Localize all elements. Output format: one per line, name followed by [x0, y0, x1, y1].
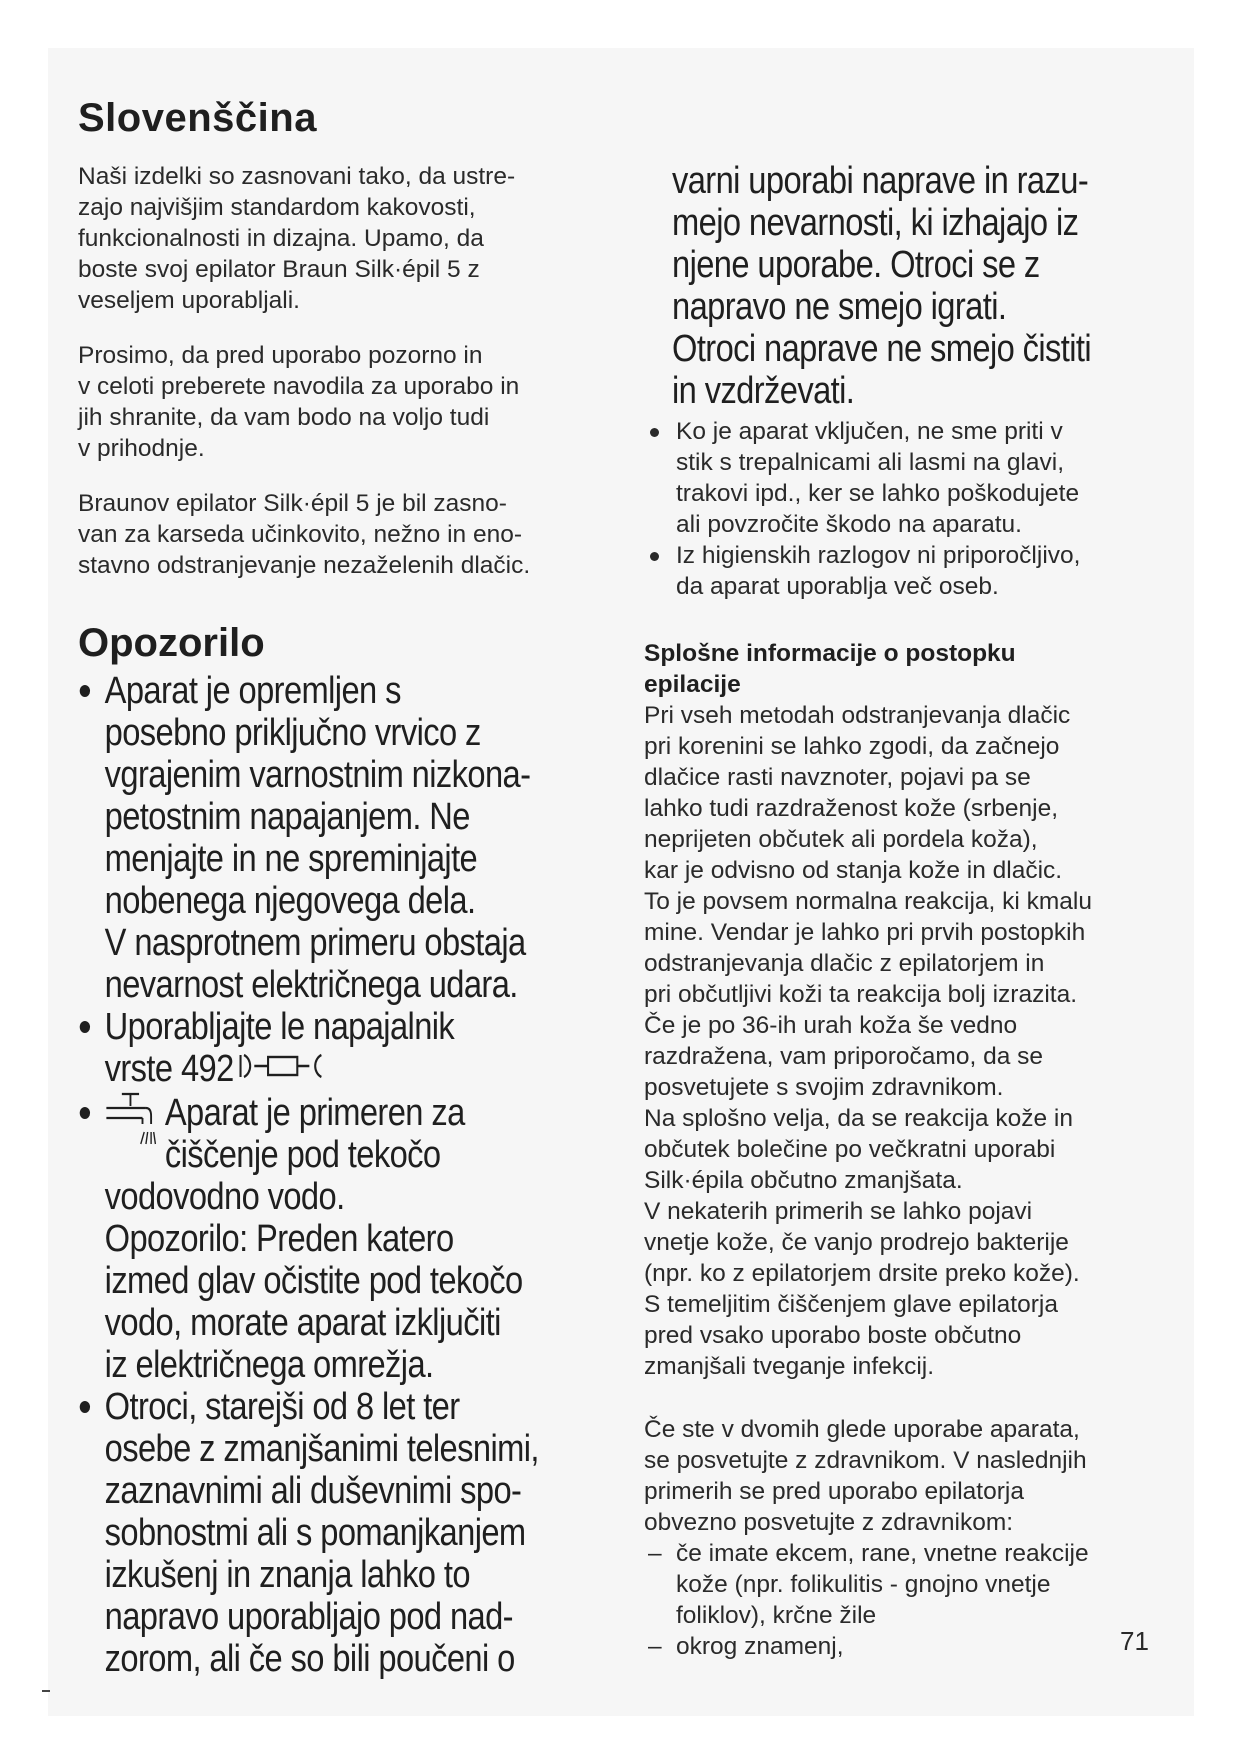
warning-item-water	[78, 1092, 598, 1386]
warning-item-cord-text: Aparat je opremljen s posebno priključno vrvico z vgrajenim varnostnim nizkona- petostnim napajanjem. Ne menjajte in ne spreminjajte nobenega njegovega dela. V nasprotnem primeru obstaja nevarnost električnega udara.	[104, 670, 531, 1006]
bullet-list	[644, 416, 1184, 602]
intro-paragraph-2: Prosimo, da pred uporabo pozorno in v celoti preberete navodila za uporabo in jih shranite, da vam bodo na voljo tudi v prihodnje.	[78, 342, 520, 462]
list-item	[644, 416, 1184, 540]
warning-list	[78, 670, 598, 1680]
warning-title: Opozorilo	[78, 621, 265, 665]
list-item	[644, 540, 1184, 602]
bullet-icon	[80, 1021, 90, 1033]
list-item-text: Ko je aparat vključen, ne sme priti v stik s trepalnicami ali lasmi na glavi, trakovi ipd., ker se lahko poškodujete ali povzročite škodo na aparatu.	[676, 418, 1080, 538]
bullet-icon	[80, 1401, 90, 1413]
bullet-icon	[650, 552, 659, 561]
edge-mark	[42, 1690, 50, 1692]
consult-paragraph: Če ste v dvomih glede uporabe aparata, se posvetujte z zdravnikom. V naslednjih primerih se pred uporabo epilatorja obvezno posvetujte z zdravnikom:	[644, 1416, 1087, 1536]
warning-item-children-text: Otroci, starejši od 8 let ter osebe z zmanjšanimi telesnimi, zaznavnimi ali duševnimi spo- sobnostmi ali s pomanjkanjem izkušenj in znanja lahko to napravo uporabljajo pod nad- zorom, ali če so bili poučeni o	[104, 1386, 539, 1681]
list-item-text: okrog znamenj,	[676, 1633, 844, 1660]
bullet-icon	[80, 1107, 90, 1119]
list-item	[644, 1538, 1184, 1631]
power-supply-symbol-icon	[239, 1049, 325, 1092]
running-water-tap-icon	[105, 1092, 157, 1162]
general-info-title: Splošne informacije o postopku epilacije	[644, 640, 1016, 698]
list-item-text: če imate ekcem, rane, vnetne reakcije kože (npr. folikulitis - gnojno vnetje foliklov), krčne žile	[676, 1540, 1089, 1629]
dash-marker: –	[648, 1633, 662, 1660]
warning-item-children	[78, 1386, 598, 1680]
page-number: 71	[1120, 1626, 1149, 1656]
list-item-text: Iz higienskih razlogov ni priporočljivo, da aparat uporablja več oseb.	[676, 542, 1081, 600]
bullet-icon	[650, 428, 659, 437]
warning-item-power-supply-text: Uporabljajte le napajalnik vrste 492	[104, 1006, 455, 1090]
dash-marker: –	[648, 1540, 662, 1567]
warning-item-children-continued: varni uporabi naprave in razu- mejo nevarnosti, ki izhajajo iz njene uporabe. Otroci se z napravo ne smejo igrati. Otroci naprave ne smejo čistiti in vzdrževati.	[672, 160, 1092, 412]
dash-list	[644, 1538, 1184, 1662]
warning-item-power-supply	[78, 1006, 598, 1092]
warning-item-water-head: Aparat je primeren za čiščenje pod tekočo	[164, 1092, 465, 1177]
general-info-body: Pri vseh metodah odstranjevanja dlačic pri korenini se lahko zgodi, da začnejo dlačice rasti navznoter, pojavi pa se lahko tudi razdraženost kože (srbenje, neprijeten občutek ali pordela koža), kar je odvisno od stanja kože in dlačic. To je povsem normalna reakcija, ki kmalu mine. Vendar je lahko pri prvih postopkih odstranjevanja dlačic z epilatorjem in pri občutljivi koži ta reakcija bolj izrazita. Če je po 36-ih urah koža še vedno razdražena, vam priporočamo, da se posvetujete s svojim zdravnikom. Na splošno velja, da se reakcija kože in občutek bolečine po večkratni uporabi Silk·épila občutno zmanjšata. V nekaterih primerih se lahko pojavi vnetje kože, če vanjo prodrejo bakterije (npr. ko z epilatorjem drsite preko kože). S temeljitim čiščenjem glave epilatorja pred vsako uporabo boste občutno zmanjšali tveganje infekcij.	[644, 702, 1092, 1380]
intro-paragraph-3: Braunov epilator Silk·épil 5 je bil zasno- van za karseda učinkovito, nežno in eno- stavno odstranjevanje nezaželenih dlačic.	[78, 490, 531, 579]
bullet-icon	[80, 685, 90, 697]
page-title: Slovenščina	[78, 96, 317, 140]
intro-paragraph-1: Naši izdelki so zasnovani tako, da ustre- zajo najvišjim standardom kakovosti, funkcionalnosti in dizajna. Upamo, da boste svoj epilator Braun Silk·épil 5 z veseljem uporabljali.	[78, 163, 516, 314]
water-row	[105, 1092, 598, 1176]
warning-item-cord	[78, 670, 598, 1006]
right-column	[644, 160, 1184, 1662]
left-column	[78, 96, 598, 1680]
warning-item-water-text: vodovodno vodo. Opozorilo: Preden katero izmed glav očistite pod tekočo vodo, morate aparat izključiti iz električnega omrežja.	[104, 1176, 523, 1387]
list-item	[644, 1631, 1184, 1662]
